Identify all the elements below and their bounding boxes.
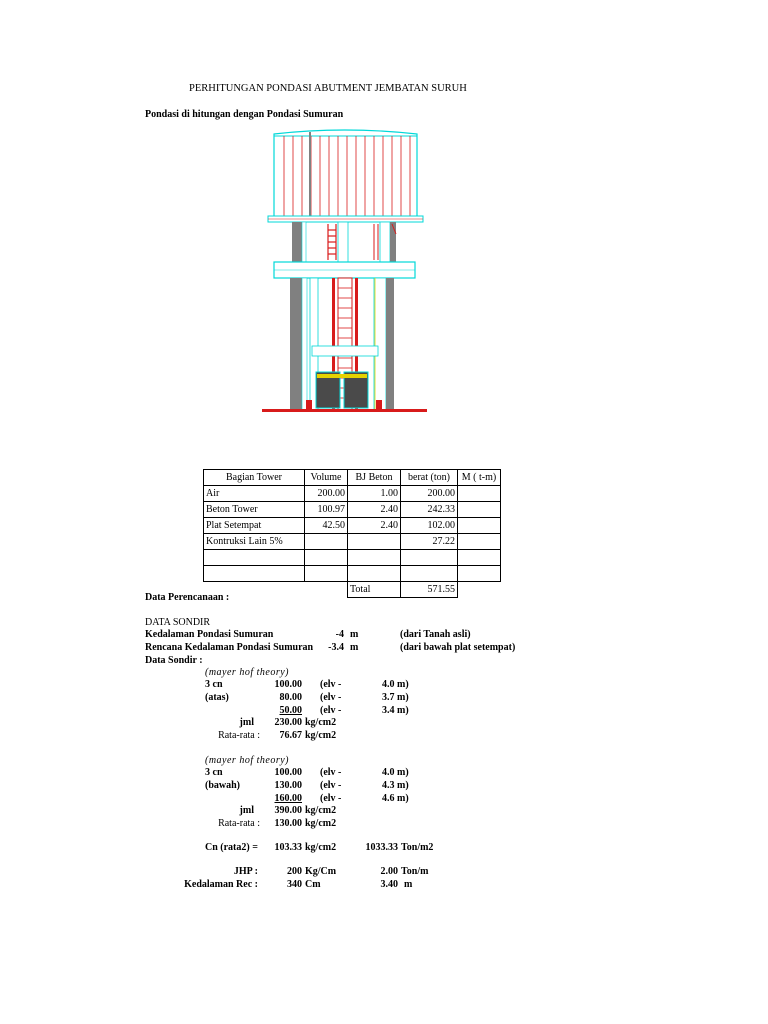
jml-unit: kg/cm2 [305,717,337,728]
elevation-value: 4.3 m) [382,780,409,791]
tower-upper-columns [292,222,396,262]
cn-rata-unit2: Ton/m2 [401,842,434,853]
kedalaman-label: Kedalaman Pondasi Sumuran [145,629,274,640]
tower-middle-platform [274,262,415,278]
kedalaman-note: (dari Tanah asli) [400,629,471,640]
document-subtitle: Pondasi di hitungan dengan Pondasi Sumuran [145,109,344,120]
perencanaan-heading: Data Perencanaan : [145,592,230,603]
rencana-value: -3.4 [328,642,344,653]
kedalaman-rec-unit2: m [404,879,413,890]
table-cell: 2.40 [348,502,401,518]
table-cell: Air [204,486,305,502]
table-row [204,502,501,518]
rata-label: Rata-rata : [218,730,260,741]
table-cell [458,550,501,566]
total-label: Total [348,582,401,598]
elv-prefix: (elv - [320,692,342,703]
cn-rata-unit: kg/cm2 [305,842,337,853]
table-cell [204,550,305,566]
total-value: 571.55 [401,582,458,598]
table-cell [458,534,501,550]
elevation-value: 3.4 m) [382,705,409,716]
elevation-value: 4.6 m) [382,793,409,804]
cn-label: 3 cn [205,679,223,690]
rencana-unit: m [350,642,359,653]
table-row [204,534,501,550]
document-title: PERHITUNGAN PONDASI ABUTMENT JEMBATAN SURUH [189,83,467,94]
elv-prefix: (elv - [320,793,342,804]
rata-unit: kg/cm2 [305,730,337,741]
tower-load-table [203,469,501,598]
theory-note: (mayer hof theory) [205,667,289,678]
sondir-value: 160.00 [274,793,302,804]
jml-label: jml [239,805,254,816]
table-cell: 42.50 [305,518,348,534]
jml-label: jml [239,717,254,728]
table-cell: 242.33 [401,502,458,518]
table-header-row [204,470,501,486]
kedalaman-rec-value: 340 [287,879,302,890]
sondir-value: 100.00 [274,679,302,690]
table-cell [305,534,348,550]
rencana-note: (dari bawah plat setempat) [400,642,516,653]
rata-unit: kg/cm2 [305,818,337,829]
table-total-row [204,582,501,598]
table-cell [348,534,401,550]
water-tower-drawing [262,128,427,418]
table-cell [458,502,501,518]
table-cell [401,550,458,566]
table-cell: 1.00 [348,486,401,502]
cn-rata-value: 103.33 [274,842,302,853]
jml-unit: kg/cm2 [305,805,337,816]
elevation-value: 4.0 m) [382,767,409,778]
position-label: (atas) [205,692,229,703]
table-cell: 200.00 [401,486,458,502]
table-cell: Beton Tower [204,502,305,518]
table-cell: 27.22 [401,534,458,550]
table-cell: 102.00 [401,518,458,534]
table-cell [458,518,501,534]
elevation-value: 3.7 m) [382,692,409,703]
table-cell [204,566,305,582]
table-cell [348,550,401,566]
jml-value: 230.00 [274,717,302,728]
theory-note: (mayer hof theory) [205,755,289,766]
rencana-label: Rencana Kedalaman Pondasi Sumuran [145,642,314,653]
cn-label: 3 cn [205,767,223,778]
table-row [204,518,501,534]
sondir-value: 50.00 [279,705,302,716]
tower-tank [268,130,423,222]
elv-prefix: (elv - [320,767,342,778]
table-row [204,550,501,566]
table-cell [305,566,348,582]
elv-prefix: (elv - [320,705,342,716]
table-cell: 200.00 [305,486,348,502]
sondir-heading: DATA SONDIR [145,617,211,628]
data-sondir-label: Data Sondir : [145,655,203,666]
cn-rata-value2: 1033.33 [365,842,398,853]
jml-value: 390.00 [274,805,302,816]
cn-rata-label: Cn (rata2) = [205,842,258,853]
jhp-label: JHP : [233,866,258,877]
table-cell: Plat Setempat [204,518,305,534]
table-cell [458,582,501,598]
kedalaman-rec-unit: Cm [305,879,321,890]
rata-value: 76.67 [279,730,302,741]
elevation-value: 4.0 m) [382,679,409,690]
tower-lower-columns [290,278,394,410]
table-cell: 2.40 [348,518,401,534]
table-cell [305,582,348,598]
table-row [204,486,501,502]
jhp-value2: 2.00 [380,866,398,877]
table-cell [401,566,458,582]
table-cell [458,566,501,582]
table-header: BJ Beton [348,470,401,486]
table-header: Bagian Tower [204,470,305,486]
table-header: Volume [305,470,348,486]
table-cell: Kontruksi Lain 5% [204,534,305,550]
position-label: (bawah) [205,780,241,791]
table-cell [458,486,501,502]
table-cell [305,550,348,566]
rata-label: Rata-rata : [218,818,260,829]
elv-prefix: (elv - [320,780,342,791]
kedalaman-unit: m [350,629,359,640]
tower-base [262,346,427,412]
table-row [204,566,501,582]
table-cell: 100.97 [305,502,348,518]
table-header: M ( t-m) [458,470,501,486]
jhp-unit: Kg/Cm [305,866,337,877]
sondir-value: 100.00 [274,767,302,778]
kedalaman-rec-value2: 3.40 [380,879,398,890]
jhp-unit2: Ton/m [401,866,429,877]
elv-prefix: (elv - [320,679,342,690]
sondir-value: 80.00 [279,692,302,703]
kedalaman-rec-label: Kedalaman Rec : [184,879,258,890]
jhp-value: 200 [287,866,302,877]
table-header: berat (ton) [401,470,458,486]
kedalaman-value: -4 [335,629,344,640]
rata-value: 130.00 [274,818,302,829]
sondir-value: 130.00 [274,780,302,791]
table-cell [348,566,401,582]
